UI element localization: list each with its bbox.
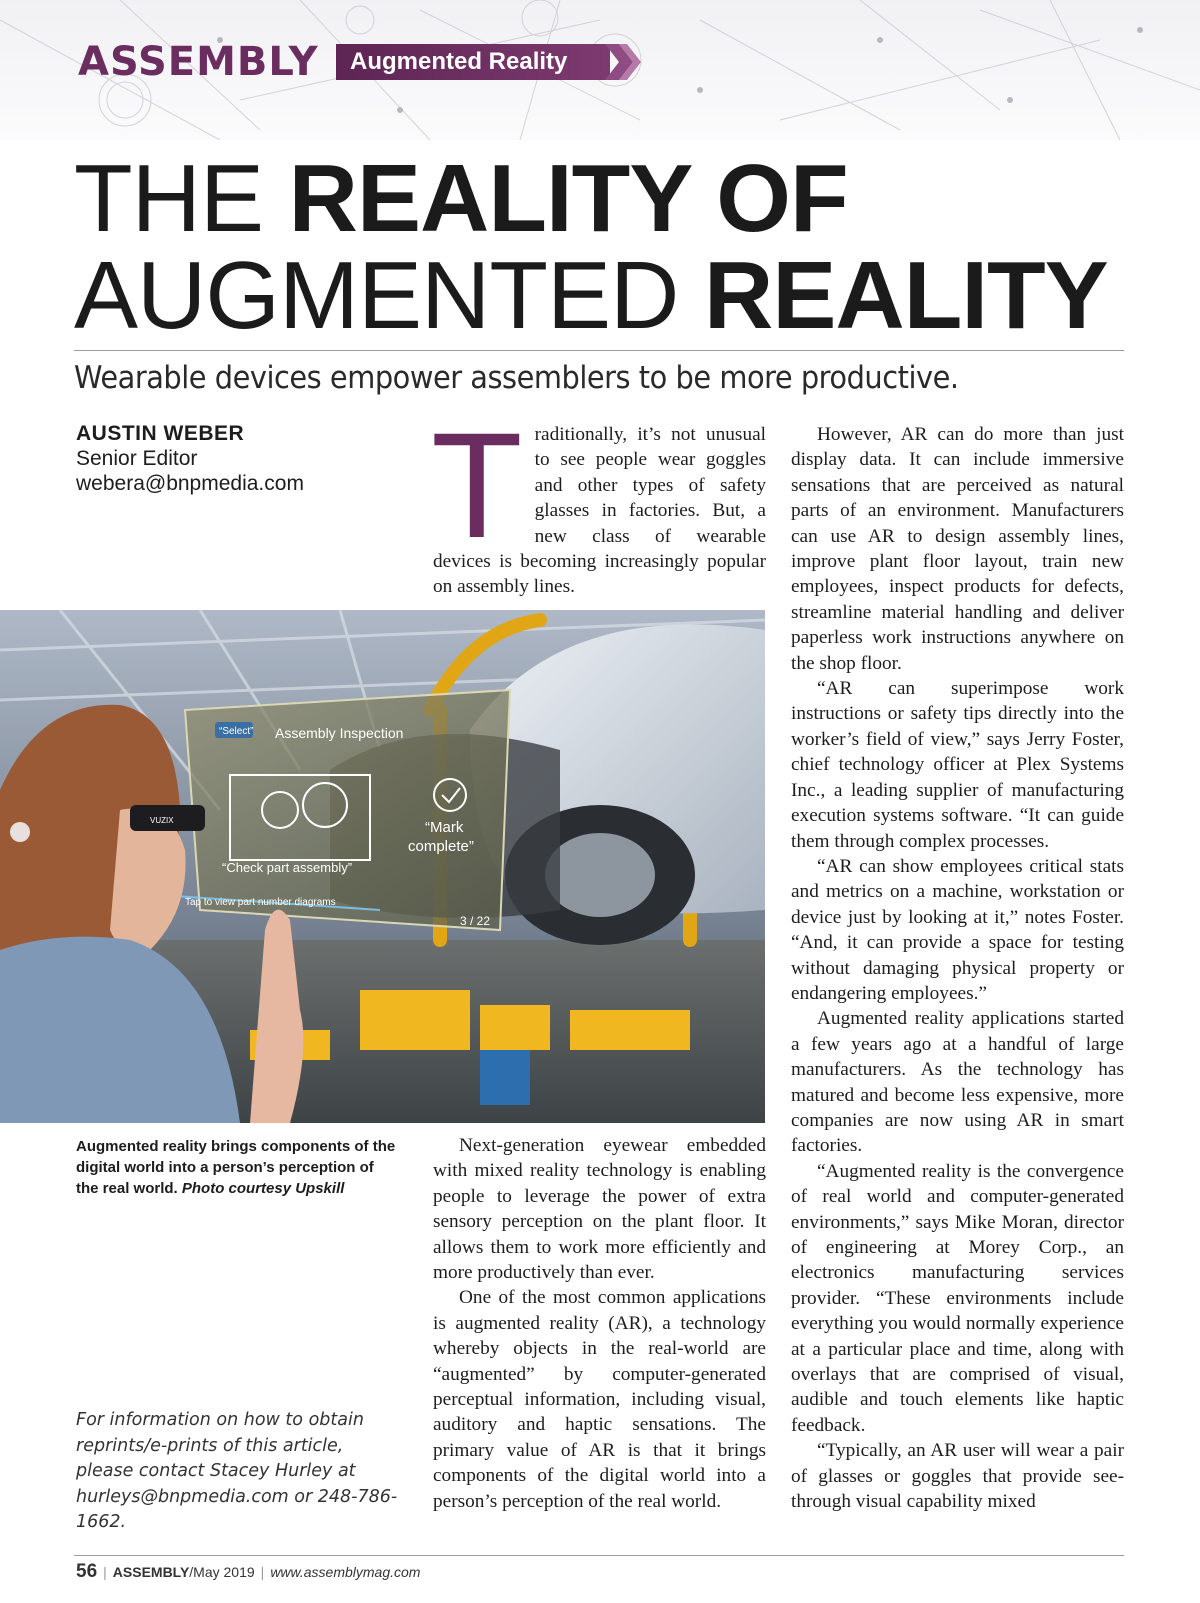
headline-line1-light: THE [74, 145, 289, 252]
article-paragraph: “AR can superimpose work instructions or safety tips directly into the worker’s field of view,” says Jerry Foster, chief technology officer at Plex Systems Inc., a leading supplier of manufacturing execution systems software. “It can guide them through complex processes. [791, 678, 1124, 852]
ar-counter: 3 / 22 [460, 914, 491, 928]
ar-check-label: “Check part assembly” [222, 860, 353, 875]
device-brand-label: VUZIX [150, 816, 174, 825]
article-paragraph: However, AR can do more than just display data. It can include immersive sensations that are perceived as natural parts of an environment. Manufacturers can use AR to design assembly lines, improve plant floor layout, train new employees, inspect products for defects, streamline material handling and deliver paperless work instructions anywhere on the shop floor. [791, 424, 1124, 674]
drop-cap: T [431, 401, 523, 569]
article-column-2 [433, 1133, 766, 1514]
divider [74, 350, 1124, 351]
author-email: webera@bnpmedia.com [76, 472, 304, 495]
article-paragraph: “Typically, an AR user will wear a pair of glasses or goggles that provide see-through visual capability mixed [791, 1440, 1124, 1513]
headline-line2-light: AUGMENTED [74, 242, 705, 349]
topic-label: Augmented Reality [336, 44, 610, 80]
footer-divider [74, 1555, 1124, 1556]
article-paragraph: “AR can show employees critical stats and metrics on a machine, workstation or device just by looking at it,” notes Foster. “And, it can provide a space for testing without damaging physical property or endangering employees.” [791, 855, 1124, 1004]
machine-box [480, 1050, 530, 1105]
page-number: 56 [76, 1561, 98, 1582]
caption-credit: Photo courtesy Upskill [181, 1180, 345, 1197]
photo-caption [76, 1136, 396, 1199]
article-paragraph: Augmented reality applications started a few years ago at a handful of large manufacturers. As the technology has matured and become less expensive, more companies are now using AR in smart factories. [791, 1008, 1124, 1157]
article-column-3 [791, 422, 1124, 1514]
issue-date: /May 2019 [189, 1564, 255, 1580]
ar-panel-title: Assembly Inspection [275, 725, 404, 741]
byline [76, 421, 304, 496]
section-label: ASSEMBLY [78, 39, 319, 85]
ar-mark-label-1: “Mark [425, 819, 464, 836]
headline-line2-bold: REALITY [704, 242, 1108, 349]
author-title: Senior Editor [76, 447, 198, 470]
page-footer: 56 | ASSEMBLY/May 2019 | www.assemblymag.com [76, 1561, 421, 1582]
article-deck: Wearable devices empower assemblers to be more productive. [74, 360, 959, 396]
ar-mark-label-2: complete” [408, 838, 474, 855]
intro-paragraph: raditionally, it’s not unusual to see people wear goggles and other types of safety glasses in factories. But, a new class of wearable devices is becoming increasingly popular on assembly lines. [433, 424, 766, 598]
author-name: AUSTIN WEBER [76, 422, 245, 445]
chevron-right-icon [605, 44, 645, 80]
article-paragraph: Next-generation eyewear embedded with mixed reality technology is enabling people to leverage the power of extra sensory perception on the plant floor. It allows them to work more efficiently and more productively than ever. [433, 1135, 766, 1284]
article-paragraph: “Augmented reality is the convergence of real world and computer-generated environments,” says Mike Moran, director of engineering at Morey Corp., an electronics manufacturing services provider. “These environments include everything you would normally experience at a particular place and time, along with overlays that are comprised of visual, audible and touch elements like haptic feedback. [791, 1160, 1124, 1436]
caption-text: Augmented reality brings components of the digital world into a person’s perception of the real world. [76, 1138, 396, 1197]
headline-line1-bold: REALITY OF [288, 145, 848, 252]
article-headline [74, 145, 1108, 349]
magazine-name: ASSEMBLY [112, 1564, 190, 1580]
article-photo [0, 610, 765, 1123]
reprint-note: For information on how to obtain reprints/e-prints of this article, please contact Stacey Hurley at hurleys@bnpmedia.com or 248-786-1662. [76, 1410, 398, 1532]
ar-select-label: “Select” [219, 726, 254, 737]
article-intro [431, 401, 766, 600]
article-paragraph: One of the most common applications is augmented reality (AR), a technology whereby objects in the real-world are “augmented” by computer-generated perceptual information, including visual, auditory and haptic sensations. The primary value of AR is that it brings components of the digital world into a person’s perception of the real world. [433, 1287, 766, 1512]
magazine-url[interactable]: www.assemblymag.com [270, 1564, 421, 1580]
ar-tap-label: Tap to view part number diagrams [185, 897, 336, 908]
